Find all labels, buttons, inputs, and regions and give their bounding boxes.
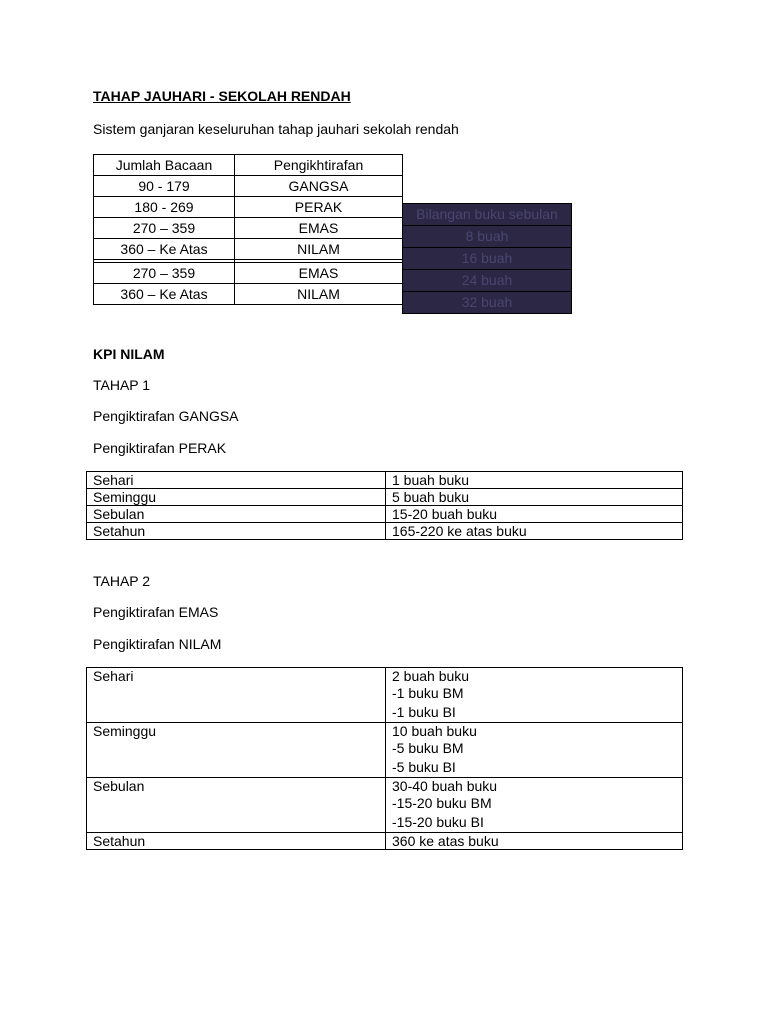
award-table-header	[94, 155, 403, 176]
table-cell: 8 buah	[403, 226, 572, 248]
table-cell: 90 - 179	[94, 176, 235, 197]
table-cell: 180 - 269	[94, 197, 235, 218]
table-row	[94, 239, 403, 260]
table-cell: 270 – 359	[94, 263, 235, 284]
table-row	[87, 723, 683, 778]
table-cell: Sebulan	[87, 506, 386, 523]
table-cell	[386, 778, 683, 833]
table-row	[87, 523, 683, 540]
tahap1-award-gangsa: Pengiktirafan GANGSA	[93, 408, 239, 424]
table-cell: NILAM	[235, 284, 403, 305]
cell-line: -15-20 buku BI	[392, 814, 484, 830]
table-row	[403, 226, 572, 248]
table-row	[403, 270, 572, 292]
kpi-heading: KPI NILAM	[93, 346, 165, 362]
award-table	[93, 154, 403, 305]
table-row	[94, 176, 403, 197]
intro-text: Sistem ganjaran keseluruhan tahap jauhari sekolah rendah	[93, 121, 459, 137]
table-cell: Seminggu	[87, 723, 386, 778]
table-cell: GANGSA	[235, 176, 403, 197]
cell-line: 360 ke atas buku	[392, 833, 499, 849]
table-row	[87, 668, 683, 723]
table-cell: 1 buah buku	[386, 472, 683, 489]
cell-line: -15-20 buku BM	[392, 795, 492, 811]
monthly-books-table	[402, 203, 572, 314]
table-row	[87, 472, 683, 489]
table-cell: Seminggu	[87, 489, 386, 506]
table-row	[87, 489, 683, 506]
table-row	[87, 778, 683, 833]
table-cell: 32 buah	[403, 292, 572, 314]
tahap2-award-nilam: Pengiktirafan NILAM	[93, 636, 222, 652]
table-row	[94, 197, 403, 218]
header-pengikhtirafan: Pengikhtirafan	[235, 155, 403, 176]
cell-line: -1 buku BI	[392, 704, 456, 720]
tahap2-label: TAHAP 2	[93, 573, 151, 589]
table-cell: Setahun	[87, 523, 386, 540]
table-cell: Setahun	[87, 833, 386, 850]
table-cell: Sebulan	[87, 778, 386, 833]
table-cell: 360 – Ke Atas	[94, 284, 235, 305]
table-cell: Sehari	[87, 668, 386, 723]
table-cell: EMAS	[235, 263, 403, 284]
cell-line: -5 buku BI	[392, 759, 456, 775]
tahap2-award-emas: Pengiktirafan EMAS	[93, 604, 219, 620]
page-title: TAHAP JAUHARI - SEKOLAH RENDAH	[93, 88, 351, 104]
table-cell: EMAS	[235, 218, 403, 239]
tahap1-label: TAHAP 1	[93, 377, 151, 393]
monthly-table-header	[403, 204, 572, 226]
cell-line: -5 buku BM	[392, 740, 464, 756]
table-cell: 360 – Ke Atas	[94, 239, 235, 260]
table-cell: PERAK	[235, 197, 403, 218]
table-row	[87, 833, 683, 850]
cell-line: 10 buah buku	[392, 723, 477, 739]
table-row	[87, 506, 683, 523]
table-cell: 5 buah buku	[386, 489, 683, 506]
header-bilangan-buku: Bilangan buku sebulan	[403, 204, 572, 226]
table-cell: Sehari	[87, 472, 386, 489]
table-cell	[386, 723, 683, 778]
table-cell	[386, 833, 683, 850]
tahap2-table	[86, 667, 683, 850]
table-row	[94, 263, 403, 284]
header-jumlah-bacaan: Jumlah Bacaan	[94, 155, 235, 176]
table-cell: 16 buah	[403, 248, 572, 270]
table-cell: NILAM	[235, 239, 403, 260]
table-cell: 165-220 ke atas buku	[386, 523, 683, 540]
table-cell	[386, 668, 683, 723]
tahap1-table	[86, 471, 683, 540]
table-row	[403, 292, 572, 314]
table-cell: 270 – 359	[94, 218, 235, 239]
table-cell: 24 buah	[403, 270, 572, 292]
table-row	[94, 218, 403, 239]
table-cell: 15-20 buah buku	[386, 506, 683, 523]
cell-line: 30-40 buah buku	[392, 778, 498, 794]
cell-line: -1 buku BM	[392, 685, 464, 701]
tahap1-award-perak: Pengiktirafan PERAK	[93, 440, 227, 456]
table-row	[94, 284, 403, 305]
cell-line: 2 buah buku	[392, 668, 470, 684]
table-row	[403, 248, 572, 270]
